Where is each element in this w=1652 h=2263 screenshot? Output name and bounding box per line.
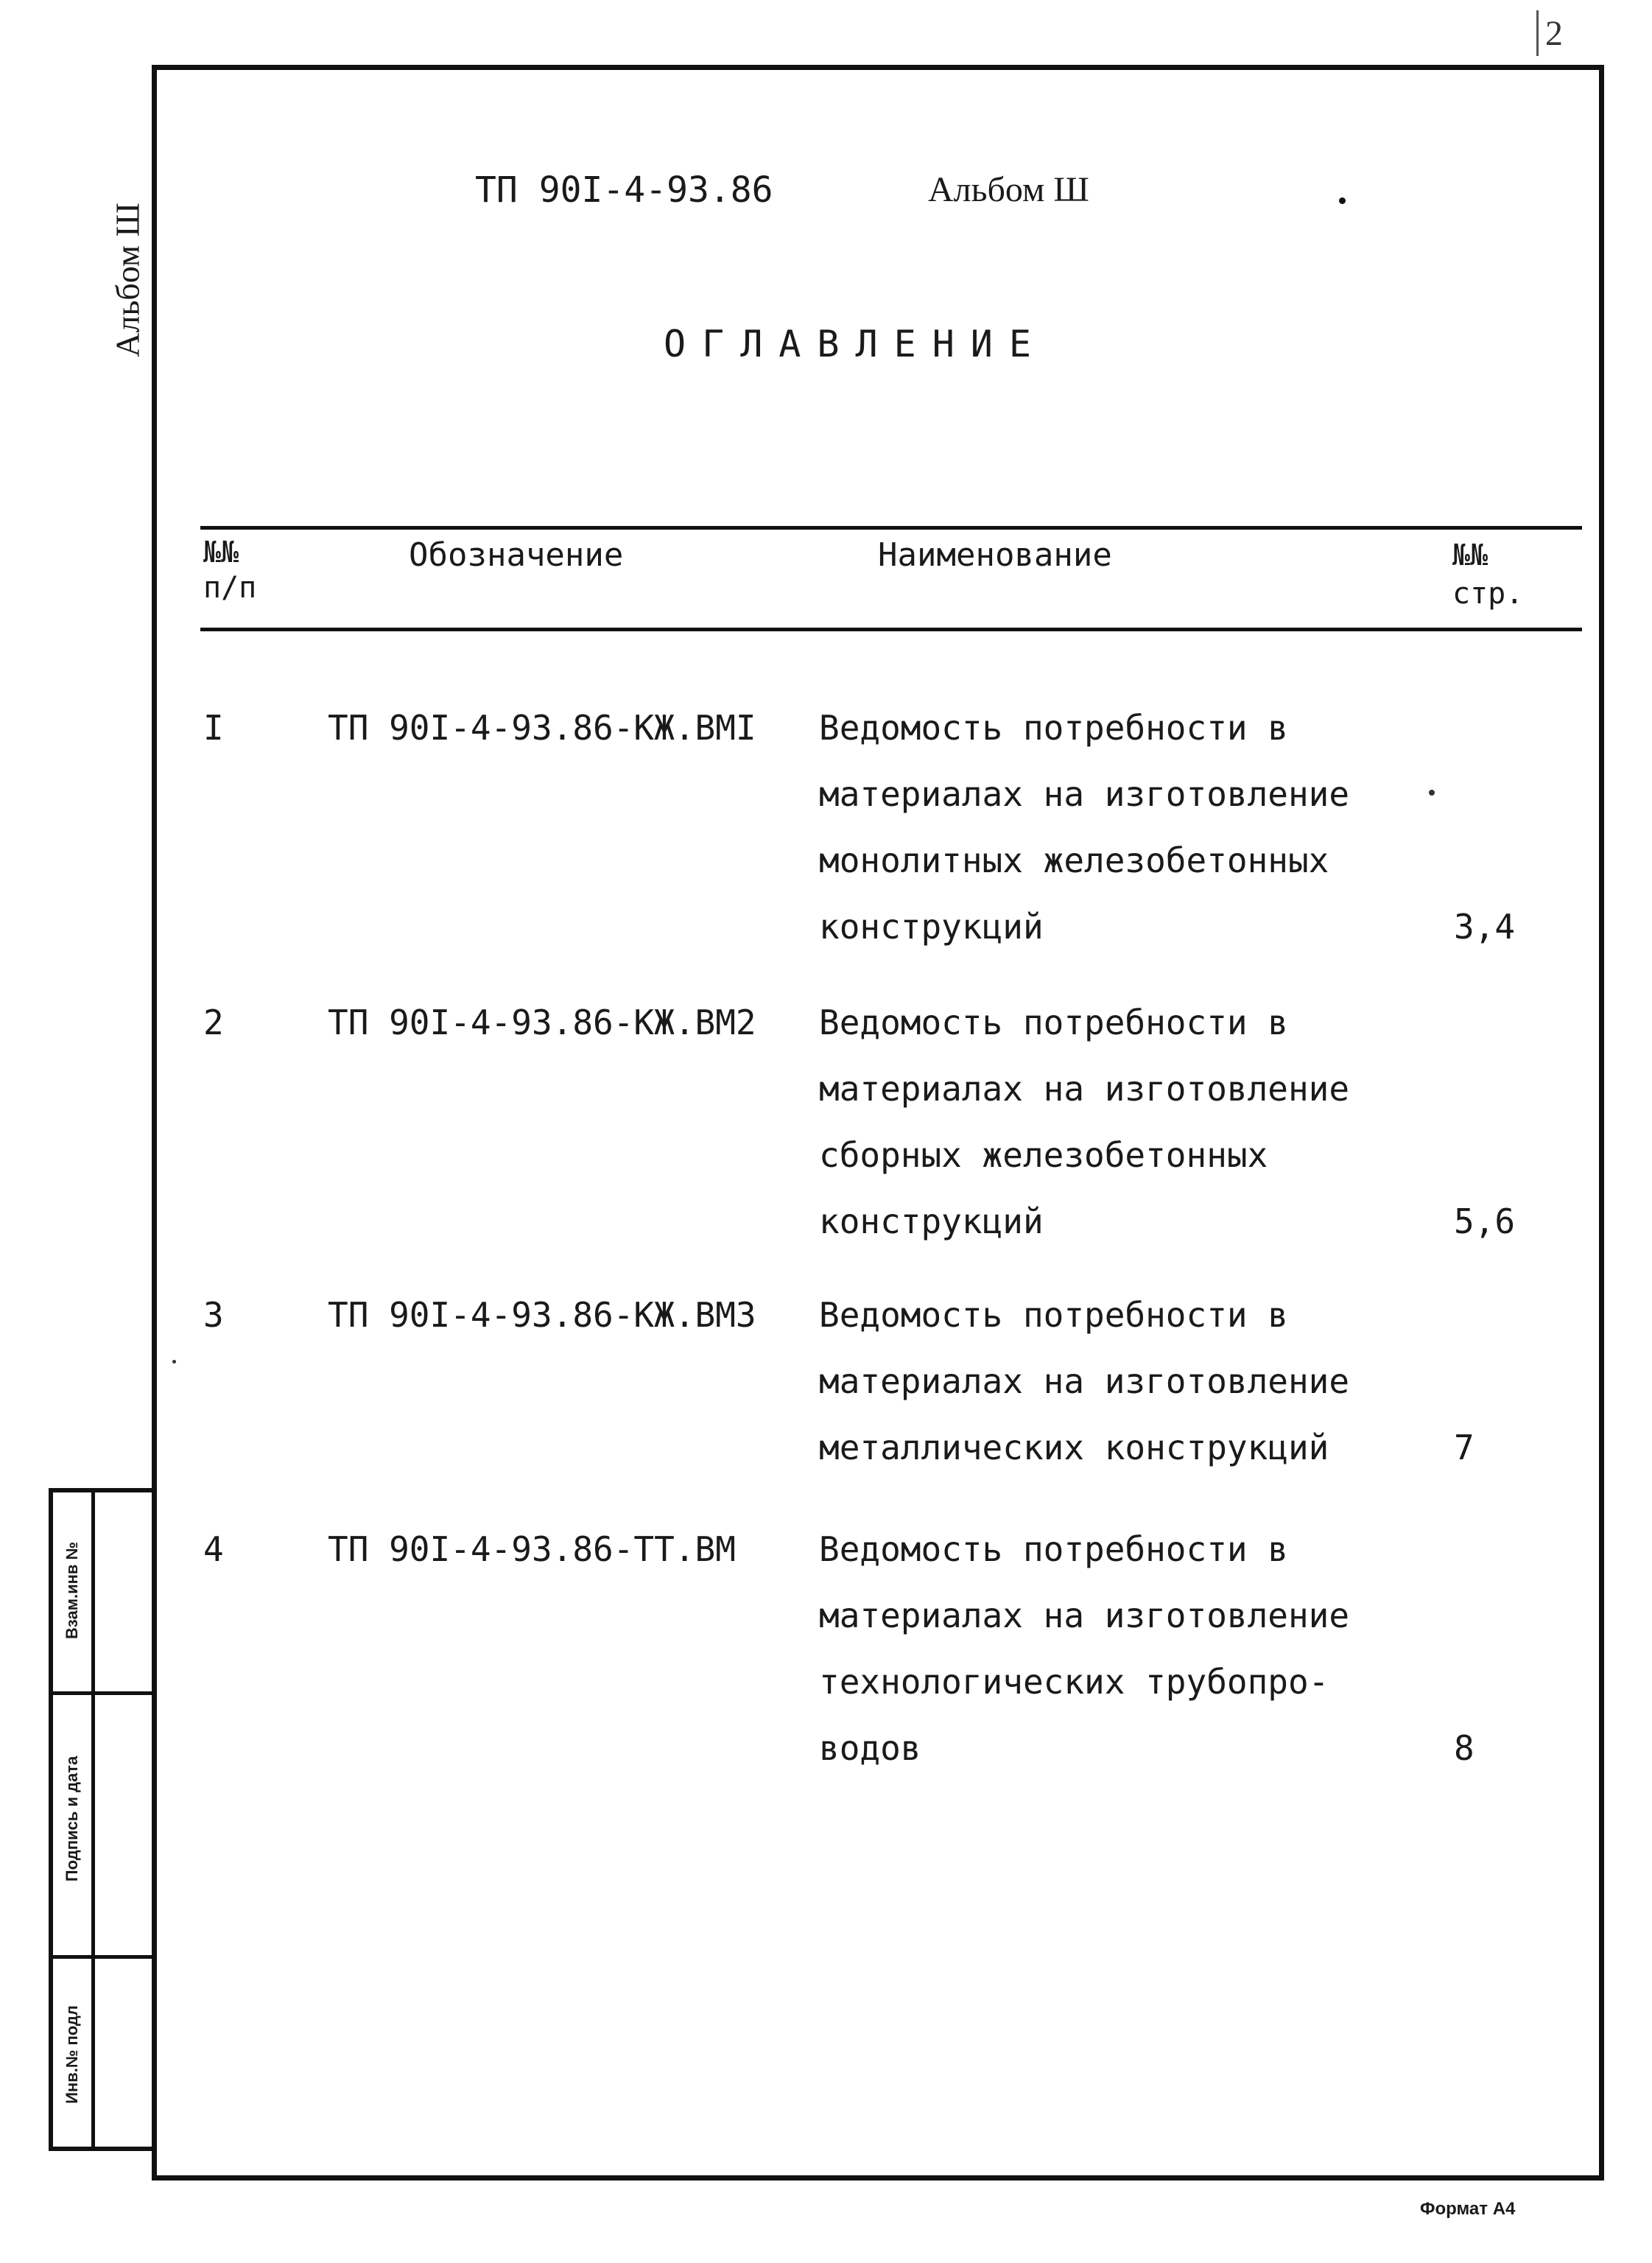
row-pages: 7: [1454, 1428, 1475, 1467]
row-name: Ведомость потребности в материалах на изготовление металлических конструкций: [819, 1295, 1350, 1467]
album-label: Альбом Ш: [928, 170, 1089, 209]
document-code: ТП 90I-4-93.86: [475, 169, 773, 211]
row-pages: 3,4: [1454, 907, 1516, 947]
row-number: 2: [203, 1003, 224, 1042]
page-number: 2: [1545, 14, 1563, 53]
column-header-code: Обозначение: [409, 536, 624, 574]
row-number: 4: [203, 1529, 224, 1569]
stamp-divider: [91, 1492, 95, 2147]
column-header-name: Наименование: [878, 536, 1112, 574]
row-code: ТП 90I-4-93.86-КЖ.ВМ3: [328, 1295, 756, 1335]
row-name: Ведомость потребности в материалах на изготовление монолитных железобетонных конструкций: [819, 708, 1350, 947]
stamp-divider: [53, 1955, 156, 1959]
row-name: Ведомость потребности в материалах на изготовление технологических трубопро- водов: [819, 1529, 1350, 1768]
table-top-rule: [200, 526, 1582, 530]
stray-mark: [1429, 790, 1435, 796]
side-album-text: Альбом Ш: [108, 203, 147, 357]
stamp-divider: [53, 1691, 156, 1695]
stamp-signature-date: Подпись и дата: [63, 1755, 81, 1882]
format-label: Формат А4: [1420, 2199, 1516, 2219]
row-name: Ведомость потребности в материалах на изготовление сборных железобетонных конструкций: [819, 1003, 1350, 1241]
column-header-num: №№ п/п: [203, 536, 257, 605]
row-pages: 8: [1454, 1728, 1475, 1768]
stamp-block: [49, 1488, 152, 2151]
row-code: ТП 90I-4-93.86-КЖ.ВМ2: [328, 1003, 756, 1042]
row-number: I: [203, 708, 224, 748]
stamp-replaced-inv: Взам.инв №: [63, 1541, 81, 1640]
stamp-inv-original: Инв.№ подл: [63, 2005, 81, 2104]
table-header-rule: [200, 628, 1582, 631]
page-number-mark: [1536, 10, 1539, 56]
row-code: ТП 90I-4-93.86-ТТ.ВМ: [328, 1529, 736, 1569]
row-pages: 5,6: [1454, 1201, 1516, 1241]
stray-mark: [1339, 197, 1346, 204]
page-title: ОГЛАВЛЕНИЕ: [663, 323, 1048, 365]
column-header-pages: №№ стр.: [1452, 538, 1524, 611]
row-code: ТП 90I-4-93.86-КЖ.ВМI: [328, 708, 756, 748]
stray-mark: [172, 1360, 176, 1364]
row-number: 3: [203, 1295, 224, 1335]
